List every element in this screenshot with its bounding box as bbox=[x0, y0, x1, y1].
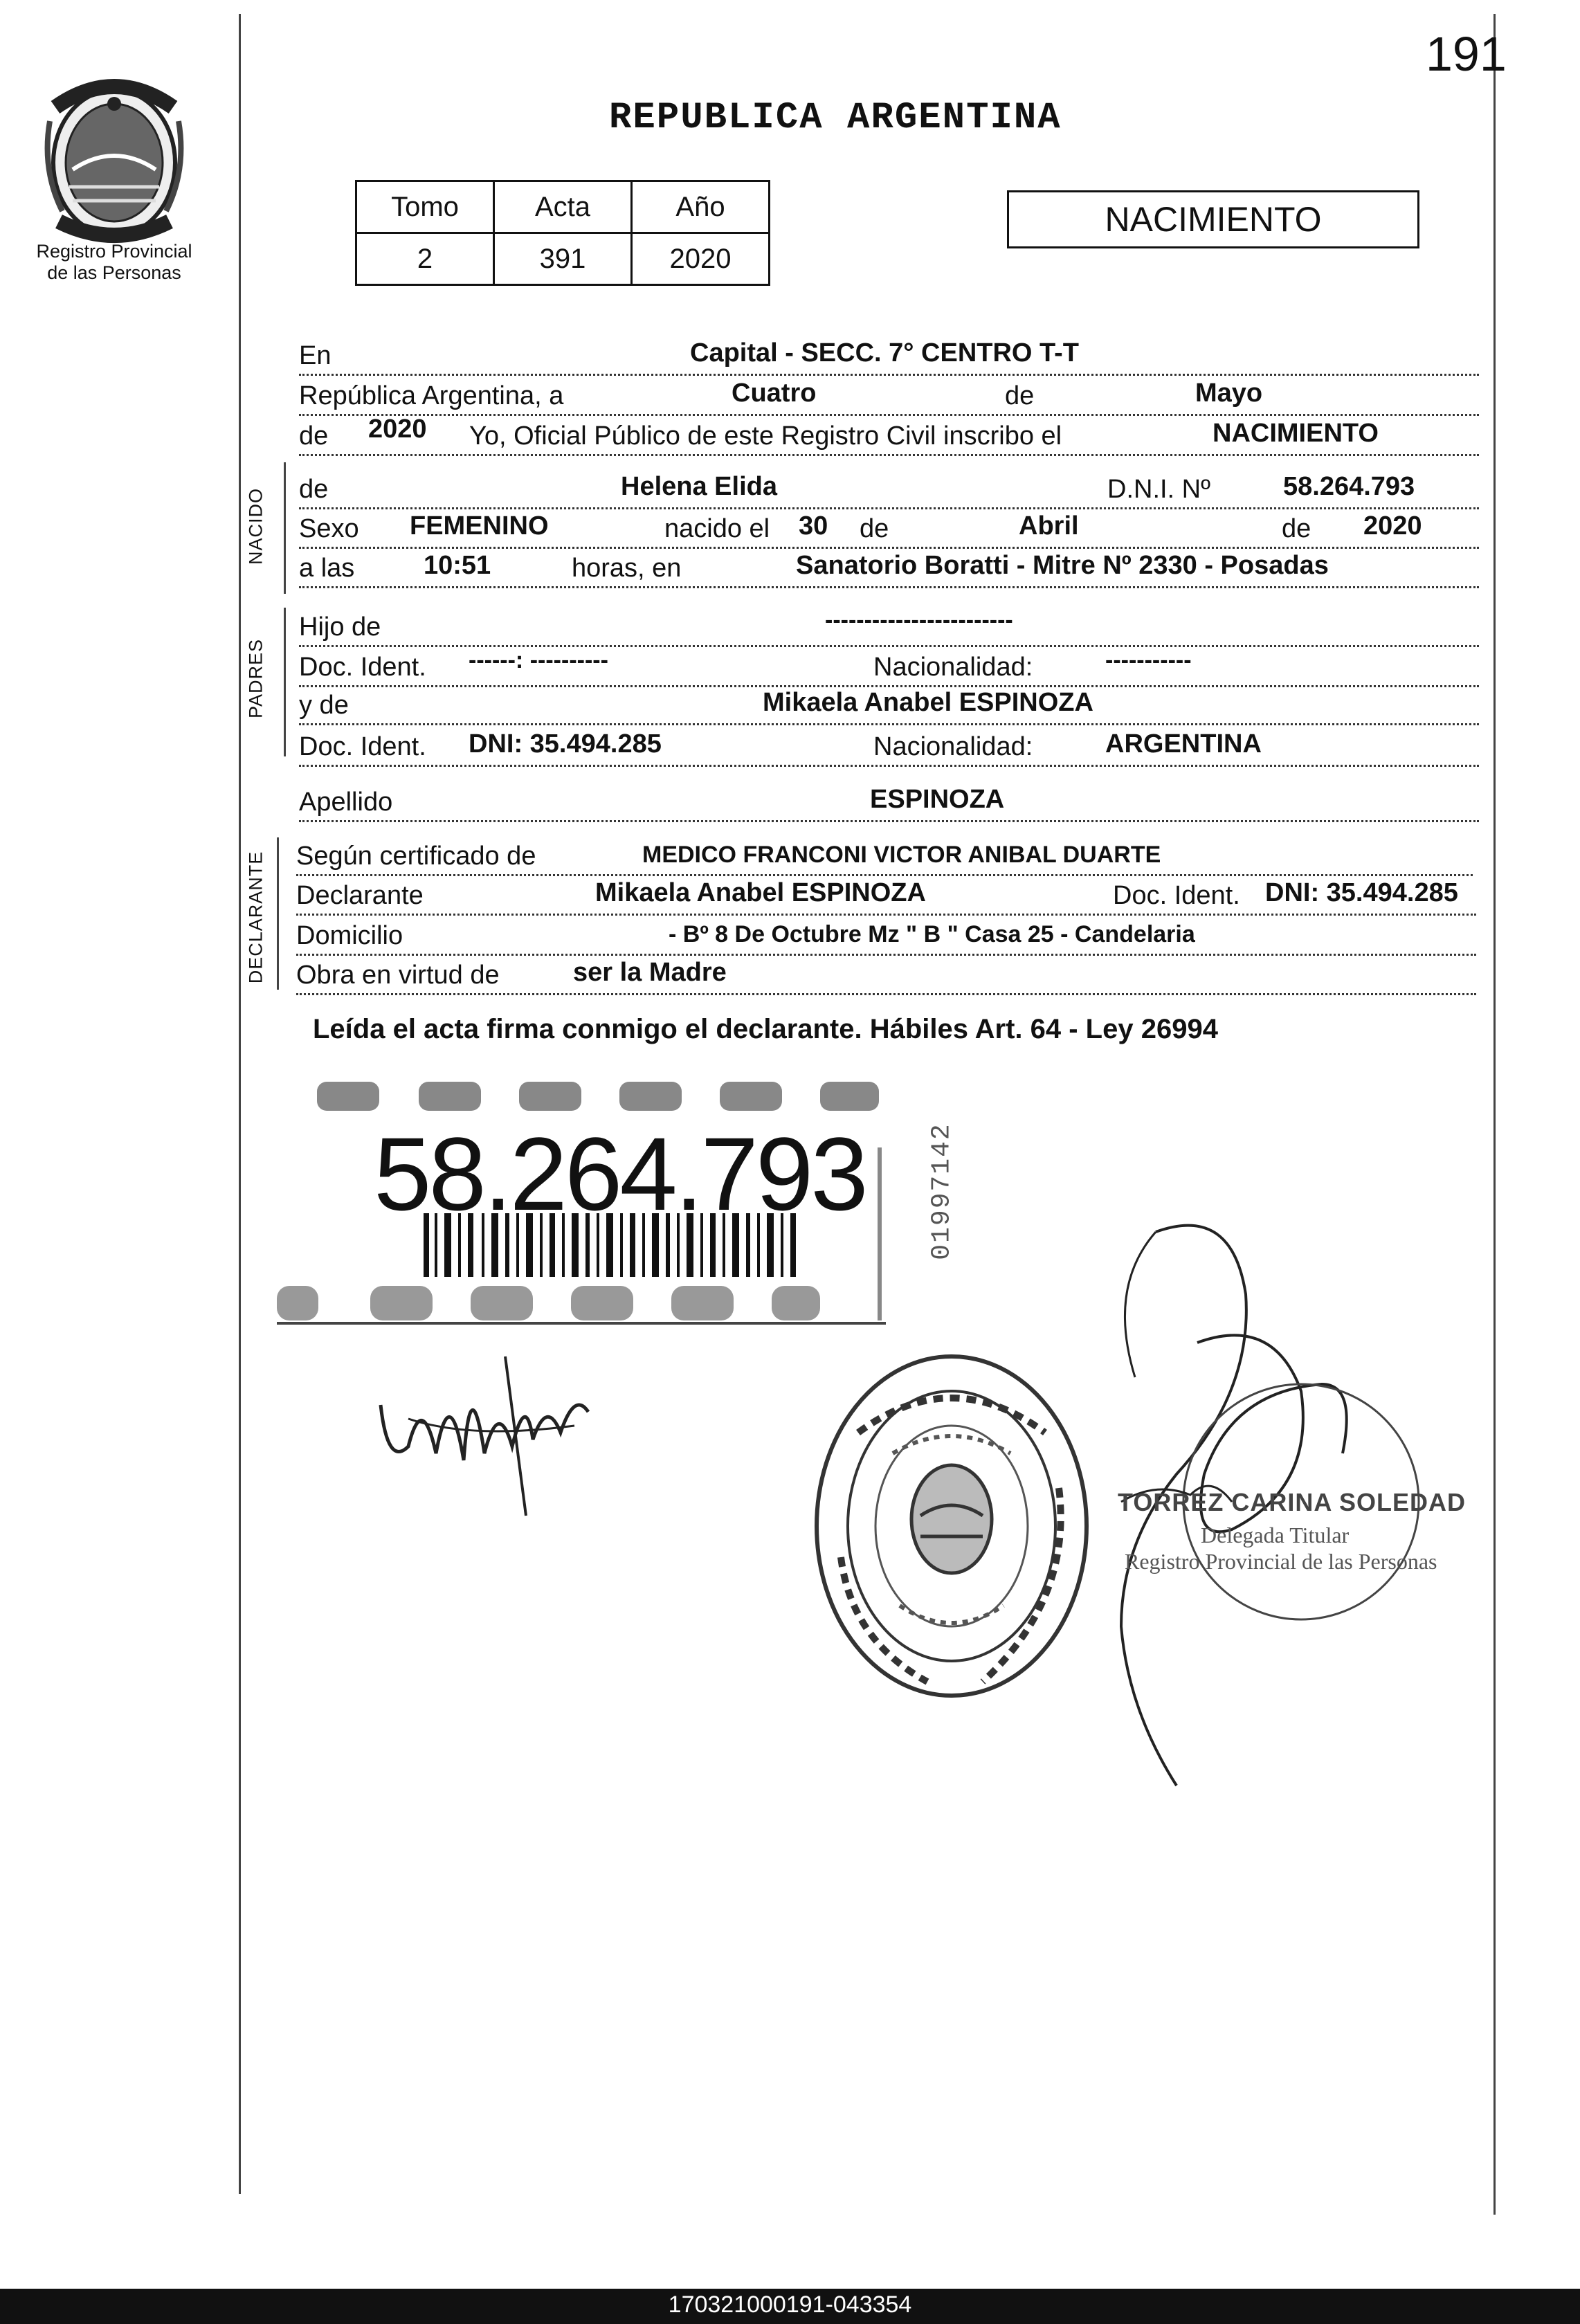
apellido-row bbox=[299, 786, 1479, 822]
obra-value: ser la Madre bbox=[573, 958, 727, 987]
nacido-sex-row bbox=[299, 512, 1479, 549]
nacido-el-label: nacido el bbox=[664, 514, 770, 543]
emblem-caption-line-1: Registro Provincial bbox=[36, 241, 192, 262]
nacido-name-value: Helena Elida bbox=[621, 472, 777, 501]
en-label: En bbox=[299, 341, 332, 370]
declarante-domicilio-row bbox=[296, 919, 1476, 956]
emblem-caption bbox=[21, 241, 208, 284]
mother-name-value: Mikaela Anabel ESPINOZA bbox=[763, 688, 1093, 717]
register-header-row bbox=[356, 181, 770, 233]
nacido-de-label-2: de bbox=[860, 514, 889, 543]
declarante-obra-row bbox=[296, 959, 1476, 995]
officer-text: Yo, Oficial Público de este Registro Civil inscribo el bbox=[469, 421, 1062, 451]
register-value-row bbox=[356, 233, 770, 285]
apellido-value: ESPINOZA bbox=[870, 785, 1005, 814]
nacido-section-label: NACIDO bbox=[245, 488, 266, 565]
mother-doc-value: DNI: 35.494.285 bbox=[469, 729, 662, 759]
mother-doc-label: Doc. Ident. bbox=[299, 732, 426, 761]
year-prefix-label: de bbox=[299, 421, 329, 451]
declarante-label: Declarante bbox=[296, 881, 424, 910]
closing-statement: Leída el acta firma conmigo el declarante. Hábiles Art. 64 - Ley 26994 bbox=[313, 1014, 1218, 1044]
father-nationality-value: ----------- bbox=[1105, 647, 1192, 673]
register-table bbox=[355, 180, 770, 286]
domicilio-value: - Bº 8 De Octubre Mz " B " Casa 25 - Candelaria bbox=[669, 921, 1195, 947]
misiones-emblem-icon bbox=[35, 66, 194, 246]
certificado-label: Según certificado de bbox=[296, 842, 536, 871]
register-header-acta: Acta bbox=[494, 181, 632, 233]
a-las-label: a las bbox=[299, 554, 355, 583]
left-margin-line bbox=[239, 14, 241, 2194]
day-words-value: Cuatro bbox=[732, 379, 817, 408]
month-value: Mayo bbox=[1195, 379, 1263, 408]
nacido-dni-value: 58.264.793 bbox=[1283, 472, 1415, 501]
de-label: de bbox=[1005, 381, 1035, 410]
official-name: TORREZ CARINA SOLEDAD bbox=[1118, 1488, 1467, 1516]
right-margin-line bbox=[1493, 14, 1496, 2215]
birth-time-value: 10:51 bbox=[424, 551, 491, 580]
father-nationality-label: Nacionalidad: bbox=[873, 653, 1033, 682]
year-value: 2020 bbox=[368, 415, 427, 444]
register-value-tomo: 2 bbox=[356, 233, 494, 285]
padres-mother-row bbox=[299, 689, 1479, 725]
register-header-tomo: Tomo bbox=[356, 181, 494, 233]
emblem-caption-line-2: de las Personas bbox=[47, 262, 181, 283]
footer-code: 170321000191-043354 bbox=[668, 2291, 912, 2318]
sexo-label: Sexo bbox=[299, 514, 359, 543]
mother-nationality-value: ARGENTINA bbox=[1105, 729, 1262, 759]
act-kind-value: NACIMIENTO bbox=[1213, 419, 1379, 448]
register-value-acta: 391 bbox=[494, 233, 632, 285]
dni-label: D.N.I. Nº bbox=[1107, 475, 1210, 504]
declarante-section-label: DECLARANTE bbox=[245, 851, 266, 984]
page-number: 191 bbox=[1426, 27, 1507, 81]
father-name-value: ------------------------ bbox=[825, 607, 1013, 633]
declarante-name-row bbox=[296, 879, 1476, 916]
apellido-label: Apellido bbox=[299, 788, 393, 817]
official-office: Registro Provincial de las Personas bbox=[1125, 1549, 1437, 1574]
birth-place-value: Sanatorio Boratti - Mitre Nº 2330 - Posadas bbox=[796, 551, 1329, 580]
republica-label: República Argentina, a bbox=[299, 381, 564, 410]
intro-place-row bbox=[299, 339, 1479, 376]
intro-date-row bbox=[299, 379, 1479, 416]
y-de-label: y de bbox=[299, 691, 349, 720]
certificado-value: MEDICO FRANCONI VICTOR ANIBAL DUARTE bbox=[642, 842, 1161, 868]
birth-day-value: 30 bbox=[799, 511, 828, 541]
padres-mother-doc-row bbox=[299, 730, 1479, 767]
birth-year-value: 2020 bbox=[1363, 511, 1422, 541]
handwritten-signature-icon bbox=[367, 1350, 595, 1523]
nacido-de-label: de bbox=[299, 475, 329, 504]
mother-nationality-label: Nacionalidad: bbox=[873, 732, 1033, 761]
father-doc-value: ------: ---------- bbox=[469, 647, 608, 673]
declarante-section-line bbox=[277, 837, 279, 990]
register-value-anio: 2020 bbox=[632, 233, 770, 285]
padres-father-doc-row bbox=[299, 647, 1479, 687]
place-value: Capital - SECC. 7° CENTRO T-T bbox=[690, 338, 1080, 367]
register-header-anio: Año bbox=[632, 181, 770, 233]
sexo-value: FEMENINO bbox=[410, 511, 549, 541]
registry-seal-icon bbox=[810, 1350, 1093, 1703]
horas-label: horas, en bbox=[572, 554, 682, 583]
dni-sticker-number: 58.264.793 bbox=[374, 1116, 866, 1232]
nacido-de-label-3: de bbox=[1282, 514, 1311, 543]
father-doc-label: Doc. Ident. bbox=[299, 653, 426, 682]
dni-sticker-serial: 01997142 bbox=[927, 1123, 957, 1260]
declarante-name-value: Mikaela Anabel ESPINOZA bbox=[595, 878, 926, 907]
intro-year-row bbox=[299, 415, 1479, 456]
padres-father-row bbox=[299, 607, 1479, 647]
birth-month-value: Abril bbox=[1019, 511, 1079, 541]
hijo-de-label: Hijo de bbox=[299, 612, 381, 642]
domicilio-label: Domicilio bbox=[296, 921, 403, 950]
declarante-doc-label: Doc. Ident. bbox=[1113, 881, 1240, 910]
declarante-doc-value: DNI: 35.494.285 bbox=[1265, 878, 1458, 907]
nacido-section-line bbox=[284, 462, 286, 594]
country-title: REPUBLICA ARGENTINA bbox=[609, 97, 1062, 139]
document-type-box: NACIMIENTO bbox=[1007, 190, 1419, 248]
nacido-name-row bbox=[299, 473, 1479, 509]
official-role: Delegada Titular bbox=[1201, 1523, 1350, 1547]
nacido-time-row bbox=[299, 552, 1479, 588]
obra-label: Obra en virtud de bbox=[296, 961, 500, 990]
declarante-certificado-row bbox=[296, 839, 1473, 876]
padres-section-label: PADRES bbox=[245, 638, 266, 719]
padres-section-line bbox=[284, 608, 286, 756]
